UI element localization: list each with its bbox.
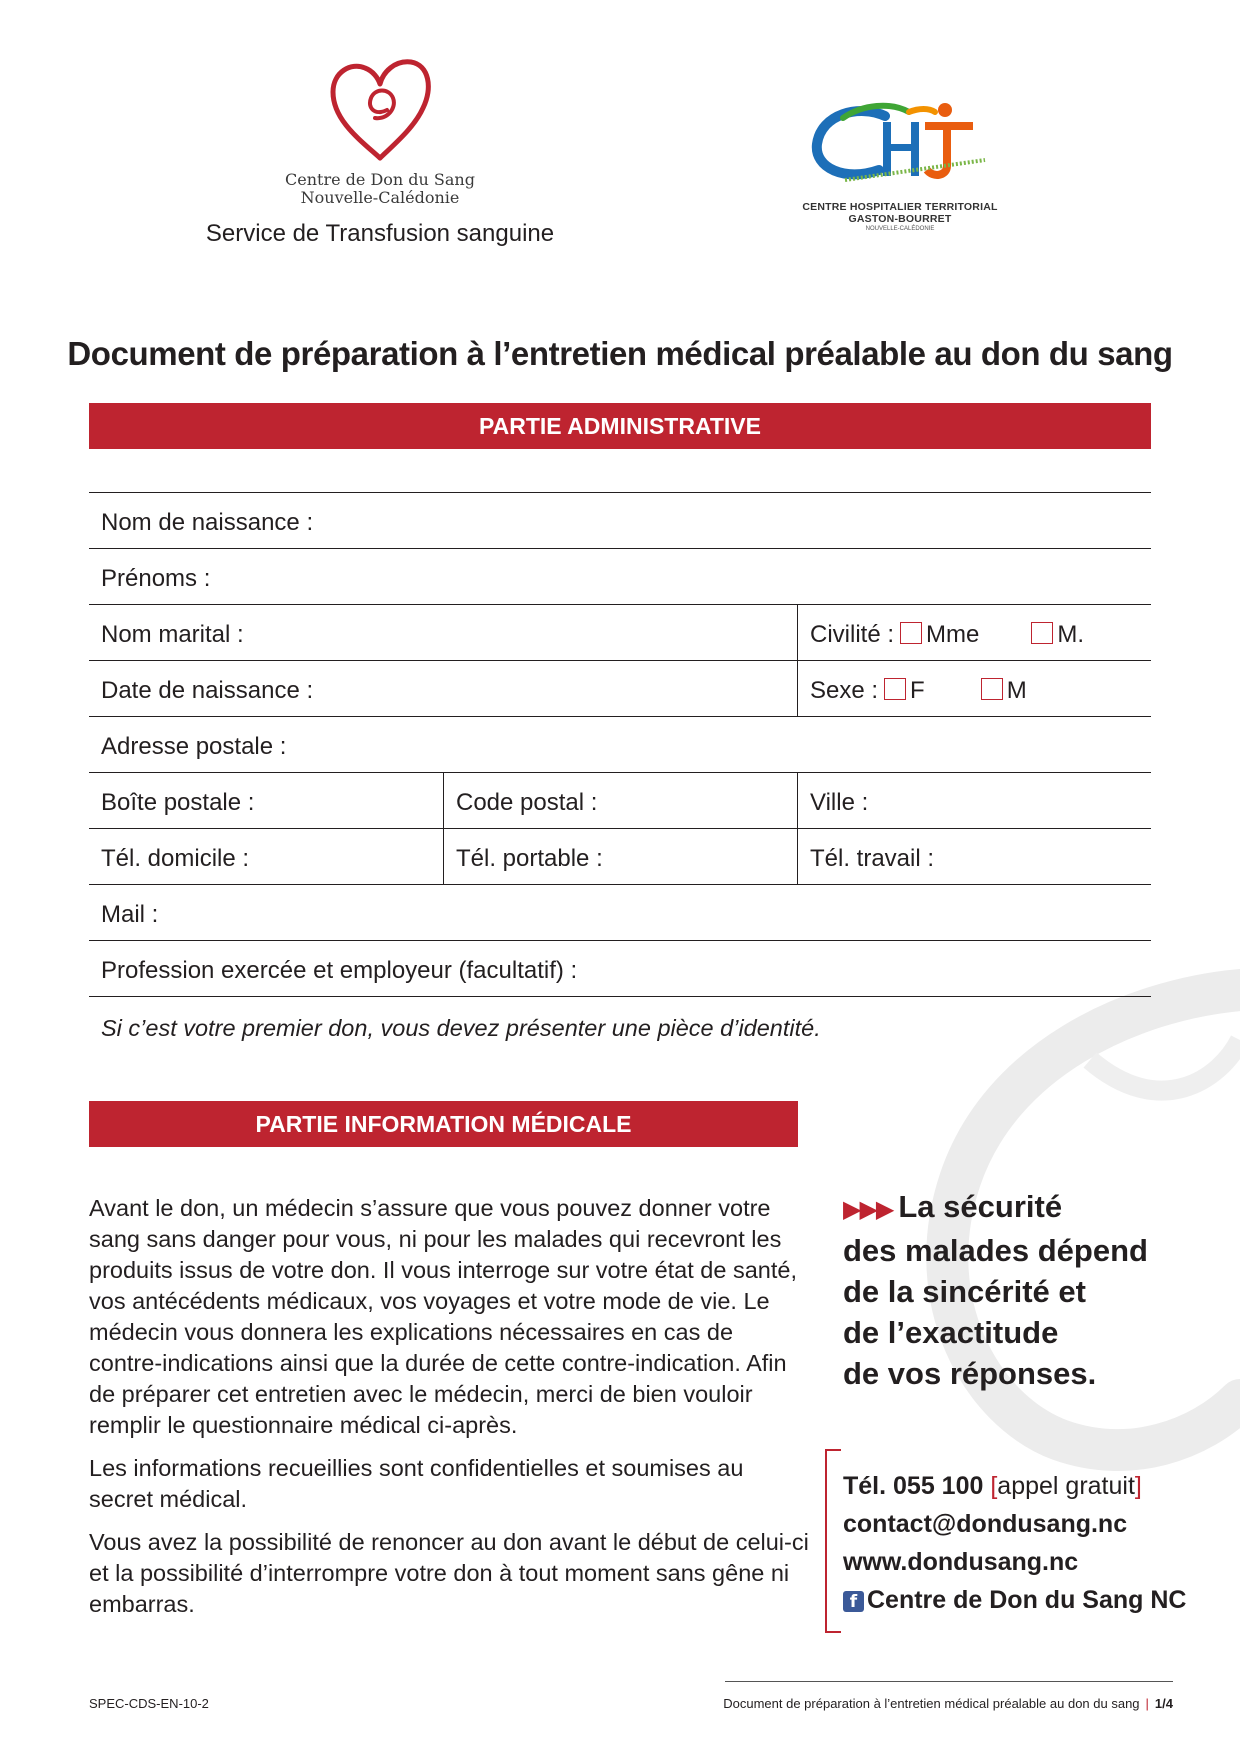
work-phone-field[interactable]	[797, 829, 1151, 884]
callout-line-1: La sécurité	[898, 1189, 1063, 1224]
admin-form	[89, 492, 1151, 997]
contact-bracket-decoration	[825, 1449, 841, 1633]
bracket-close: ]	[1134, 1472, 1142, 1500]
facebook-icon: f	[843, 1591, 864, 1612]
admin-section-heading: PARTIE ADMINISTRATIVE	[89, 403, 1151, 449]
postal-address-label: Adresse postale :	[101, 733, 287, 760]
sex-group	[797, 661, 1151, 716]
profession-label: Profession exercée et employeur (facultatif) :	[101, 957, 578, 984]
medical-paragraph-1: Avant le don, un médecin s’assure que vous pouvez donner votre sang sans danger pour vous, ni pour les malades qui recevront les produits issus de votre don. Il vous interroge sur votre état de santé, vos antécédents médicaux, vos voyages et votre mode de vie. Le médecin vous donnera les explications nécessaires en cas de contre-indications ainsi que la durée de cette contre-indication. Afin de préparer cet entretien avec le médecin, merci de bien vouloir remplir le questionnaire médical ci-après.	[89, 1195, 797, 1438]
civility-mme-label: Mme	[926, 621, 980, 648]
first-names-field[interactable]	[89, 549, 1151, 604]
civility-m-checkbox[interactable]	[1031, 622, 1053, 644]
form-row-profession	[89, 940, 1151, 997]
identity-note: Si c’est votre premier don, vous devez présenter une pièce d’identité.	[101, 1015, 821, 1041]
mail-field[interactable]	[89, 885, 1151, 940]
service-label: Service de Transfusion sanguine	[205, 220, 555, 247]
form-row-birth-date	[89, 660, 1151, 716]
footer-reference: SPEC-CDS-EN-10-2	[89, 1696, 209, 1711]
mobile-phone-field[interactable]	[443, 829, 797, 884]
postal-code-field[interactable]	[443, 773, 797, 828]
phone-note: appel gratuit	[997, 1472, 1135, 1500]
footer-document-title	[723, 1696, 1173, 1711]
po-box-label: Boîte postale :	[101, 789, 255, 816]
home-phone-field[interactable]	[89, 829, 443, 884]
city-field[interactable]	[797, 773, 1151, 828]
po-box-field[interactable]	[89, 773, 443, 828]
home-phone-label: Tél. domicile :	[101, 845, 250, 872]
postal-code-label: Code postal :	[456, 789, 598, 816]
phone-number[interactable]: Tél. 055 100	[843, 1472, 984, 1500]
first-names-label: Prénoms :	[101, 565, 211, 592]
cds-logo	[250, 58, 510, 207]
postal-address-field[interactable]	[89, 717, 1151, 772]
civility-label: Civilité :	[810, 621, 895, 648]
city-label: Ville :	[810, 789, 869, 816]
footer-title-text: Document de préparation à l’entretien médical préalable au don du sang	[723, 1696, 1140, 1711]
footer-divider	[725, 1681, 1173, 1682]
callout-line-2: des malades dépend	[843, 1233, 1148, 1268]
website-link[interactable]: www.dondusang.nc	[843, 1548, 1079, 1576]
sex-f-label: F	[910, 677, 925, 704]
document-title: Document de préparation à l’entretien médical préalable au don du sang	[67, 335, 1173, 372]
married-name-field[interactable]	[89, 605, 797, 660]
facebook-link[interactable]	[843, 1581, 1186, 1619]
form-row-address	[89, 716, 1151, 772]
sex-m-label: M	[1006, 677, 1027, 704]
sex-label: Sexe :	[810, 677, 879, 704]
medical-info-text	[89, 1193, 809, 1632]
email-link[interactable]: contact@dondusang.nc	[843, 1510, 1128, 1538]
bracket-open: [	[990, 1472, 998, 1500]
page-number: 1/4	[1154, 1696, 1173, 1711]
medical-paragraph-2: Les informations recueillies sont confidentielles et soumises au secret médical.	[89, 1455, 744, 1512]
cht-name-line1: CENTRE HOSPITALIER TERRITORIAL	[802, 201, 998, 213]
birth-name-field[interactable]	[89, 493, 1151, 548]
safety-callout	[843, 1186, 1163, 1394]
triple-arrow-icon: ▶▶▶	[843, 1196, 893, 1223]
work-phone-label: Tél. travail :	[810, 845, 935, 872]
callout-line-3: de la sincérité et	[843, 1274, 1086, 1309]
cht-emblem-icon	[805, 100, 995, 196]
form-row-mail	[89, 884, 1151, 940]
sex-f-checkbox[interactable]	[884, 678, 906, 700]
cht-name-line2: GASTON-BOURRET	[848, 213, 952, 225]
phone-line	[843, 1467, 1186, 1505]
facebook-page-name: Centre de Don du Sang NC	[867, 1586, 1187, 1614]
cds-org-line2: Nouvelle-Calédonie	[300, 188, 460, 207]
medical-paragraph-3: Vous avez la possibilité de renoncer au don avant le début de celui-ci et la possibilité d’interrompre votre don à tout moment sans gêne ni embarras.	[89, 1529, 809, 1617]
cht-logo	[795, 100, 1005, 234]
medical-section-heading: PARTIE INFORMATION MÉDICALE	[89, 1101, 798, 1147]
civility-m-label: M.	[1057, 621, 1085, 648]
form-row-married-name	[89, 604, 1151, 660]
civility-mme-checkbox[interactable]	[900, 622, 922, 644]
form-row-birth-name	[89, 492, 1151, 548]
cht-name-line3: NOUVELLE-CALÉDONIE	[865, 226, 935, 232]
profession-field[interactable]	[89, 941, 1151, 996]
contact-block	[843, 1467, 1186, 1619]
callout-line-5: de vos réponses.	[843, 1356, 1097, 1391]
birth-name-label: Nom de naissance :	[101, 509, 314, 536]
birth-date-label: Date de naissance :	[101, 677, 314, 704]
birth-date-field[interactable]	[89, 661, 797, 716]
form-row-first-names	[89, 548, 1151, 604]
mobile-phone-label: Tél. portable :	[456, 845, 603, 872]
heart-swirl-icon	[325, 58, 435, 166]
civility-group	[797, 605, 1151, 660]
married-name-label: Nom marital :	[101, 621, 244, 648]
form-row-postal	[89, 772, 1151, 828]
sex-m-checkbox[interactable]	[981, 678, 1003, 700]
cds-org-line1: Centre de Don du Sang	[285, 170, 475, 189]
form-row-phones	[89, 828, 1151, 884]
footer-separator: |	[1145, 1696, 1149, 1711]
callout-line-4: de l’exactitude	[843, 1315, 1059, 1350]
mail-label: Mail :	[101, 901, 159, 928]
